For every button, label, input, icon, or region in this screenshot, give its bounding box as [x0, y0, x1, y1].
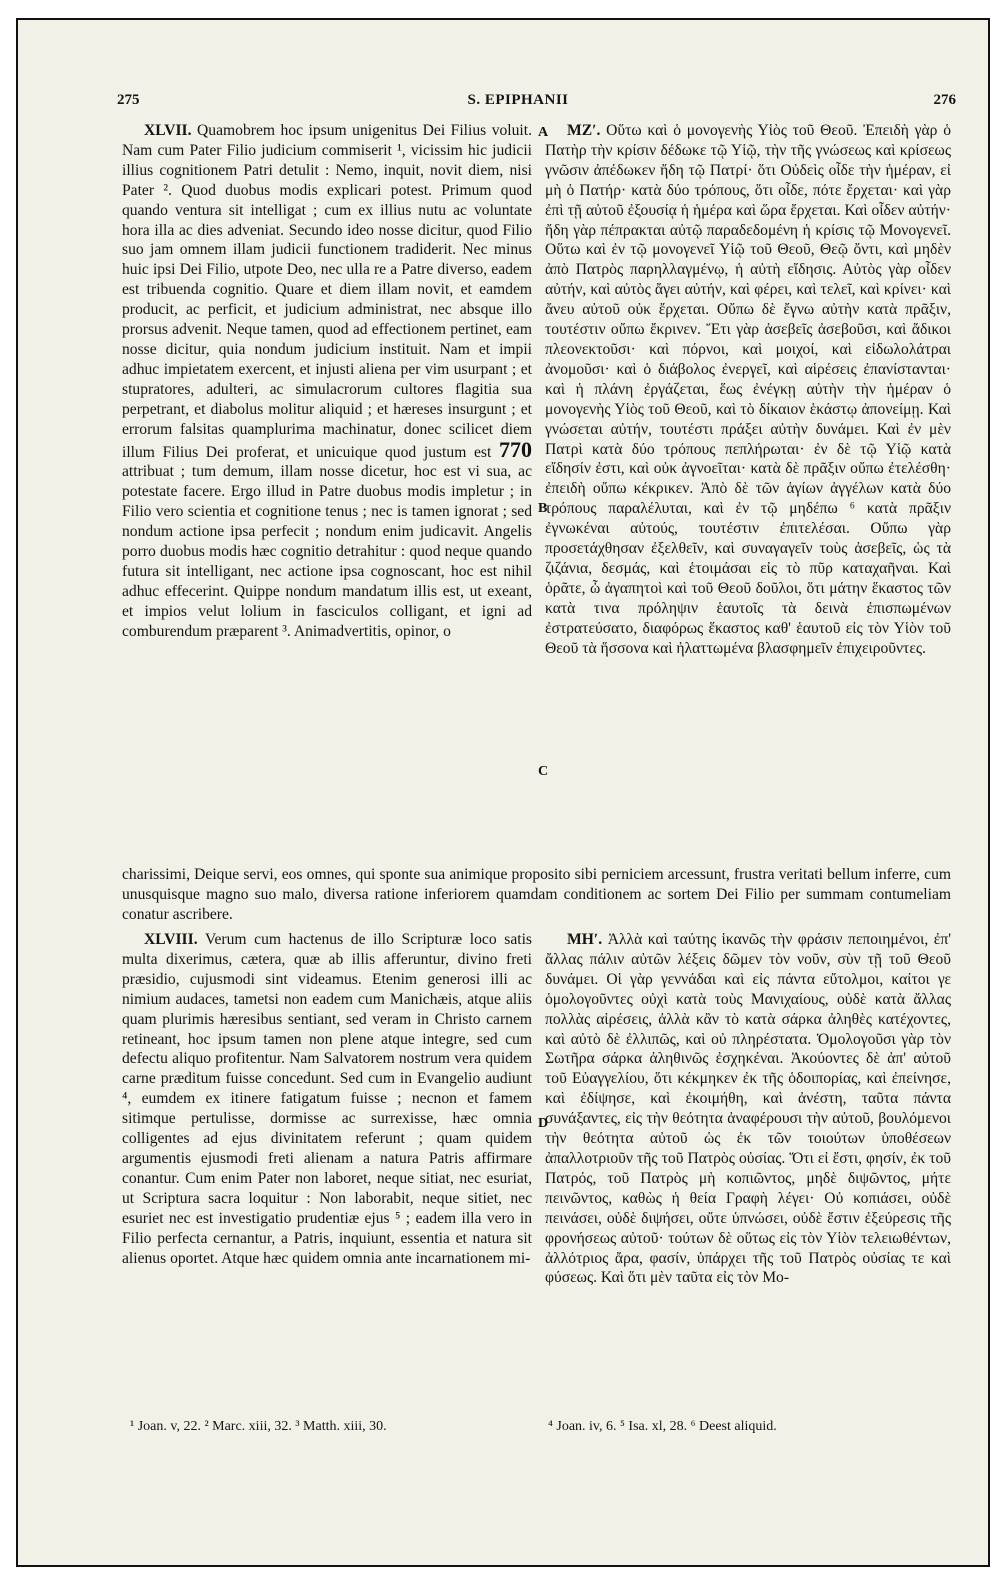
greek-paragraph: Οὕτω καὶ ὁ μονογενὴς Υἱὸς τοῦ Θεοῦ. Ἐπειδὴ γὰρ ὁ Πατὴρ τὴν κρίσιν δέδωκε τῷ Υἱῷ, τὴν τῆς γνώσεως καὶ κρίσεως γνῶσιν ἀπέδωκεν ἤδη τῷ Πατρί· ὅτι Οὐδεὶς οἶδε τὴν ἡμέραν, εἰ μὴ ὁ Πατήρ· κατὰ δύο τρόπους, ὅτι οἶδε, πότε ἔρχεται· καὶ γὰρ ἐπὶ τῇ αὐτοῦ ἐξουσίᾳ ἡ ἡμέρα καὶ ὥρα ἔρχεται. Καὶ οἶδεν αὐτήν· ἤδη γὰρ πέπρακται αὐτῷ παραδεδομένη ἡ κρίσις τῷ Μονογενεῖ. Οὕτω καὶ ἐν τῷ μονογενεῖ Υἱῷ τοῦ Θεοῦ, Θεῷ ὄντι, καὶ μηδὲν ἀπὸ Πατρὸς παρηλλαγμένῳ, ἡ αὐτὴ εἴδησις. Αὐτὸς γὰρ οἶδεν αὐτήν, καὶ αὐτὸς ἄγει αὐτήν, καὶ φέρει, καὶ τελεῖ, καὶ κρίνει· καὶ ἄνευ αὐτοῦ οὐκ ἔρχεται. Οὔπω δὲ ἔγνω αὐτὴν κατὰ πρᾶξιν, τουτέστιν οὔπω ἔκρινεν. Ἔτι γὰρ ἀσεβεῖς ἀσεβοῦσι, καὶ ἄδικοι πλεονεκτοῦσι· καὶ πόρνοι, καὶ μοιχοί, καὶ εἰδωλολάτραι ἀνομοῦσι· καὶ ὁ διάβολος ἐνεργεῖ, καὶ αἱρέσεις ἐπανίστανται· καὶ ἡ πλάνη ἐργάζεται, ἕως ἐνέγκῃ αὐτὴν τὴν ἡμέραν ὁ μονογενὴς Υἱὸς τοῦ Θεοῦ, καὶ τὸ δίκαιον ἑκάστῳ ἀπονείμῃ. Καὶ γνώσεται αὐτήν, τουτέστι πράξει αὐτὴν δυνάμει. Καὶ ἐν μὲν Πατρὶ κατὰ δύο τρόπους πεπλήρωται· ἐν δὲ τῷ Υἱῷ κατὰ εἴδησίν ἐστι, καὶ οὐκ ἀγνοεῖται· κατὰ δὲ πρᾶξιν οὔπω ἐτελέσθη· ἐπειδὴ οὔπω κέκρικεν. Ἀπὸ δὲ τῶν ἁγίων ἀγγέλων κατὰ δύο τρόπους παραλέλυται, καὶ ἐν τῷ μηδέπω ⁶ κατὰ πρᾶξιν ἐγνωκέναι αὐτούς, τουτέστιν ἐπιτελέσαι. Οὔπω γὰρ προσετάχθησαν ἐξελθεῖν, καὶ συναγαγεῖν τοὺς ἀσεβεῖς, ὡς τὰ ζιζάνια, δεσμάς, καὶ ἑτοιμάσαι εἰς τὸ πῦρ καταχαῆναι. Καὶ ὁρᾶτε, ὦ ἀγαπητοὶ καὶ τοῦ Θεοῦ δοῦλοι, ὅτι μάτην ἕκαστος τῶν κατὰ τινα πρόληψιν ἑαυτοῖς τὰ δεινὰ ἐπισπωμένων ἐστρατεύσατο, διαφόρως ἕκαστος καθ' ἑαυτοῦ εἰς τὸν Υἱὸν τοῦ Θεοῦ τὰ ἥσσονα καὶ ἠλαττωμένα βλασφημεῖν ἐπιχειροῦντες. — [545, 122, 951, 657]
footnotes-left: ¹ Joan. v, 22. ² Marc. xiii, 32. ³ Matth. xiii, 30. — [130, 1419, 387, 1434]
page-number-left: 275 — [117, 92, 140, 108]
running-header — [18, 92, 988, 116]
section-label: XLVII. — [144, 122, 192, 139]
margin-letter-d: D — [538, 1116, 549, 1131]
margin-letter-c: C — [538, 764, 549, 779]
footnotes-right: ⁴ Joan. iv, 6. ⁵ Isa. xl, 28. ⁶ Deest aliquid. — [548, 1419, 777, 1434]
latin-column-section-47 — [122, 121, 532, 642]
full-width-latin-continuation — [122, 865, 951, 925]
greek-column-section-48 — [545, 930, 951, 1288]
greek-column-section-47 — [545, 121, 951, 658]
section-label: XLVIII. — [144, 931, 198, 948]
latin-paragraph-continued: attribuat ; tum demum, illam nosse dicetur, hoc est vi sua, ac potestate facere. Ergo illud in Patre duobus modis impletur ; in Filio vero scientia et cognitione tenus ; nec is tamen ignorat ; sed nondum actione ipsa perfecit ; nondum enim judicavit. Angelis porro duobus modis hæc cognitio detrahitur : quod neque quando futura sit intelligant, nec actione ipsa cognoscant, hoc est nihil adhuc effecerint. Quippe nondum mandatum illis est, ut exeant, et impios velut lolium in fasciculos colligant, et igni ad comburendum præparent ³. Animadvertitis, opinor, o — [122, 463, 532, 640]
latin-paragraph: Verum cum hactenus de illo Scripturæ loco satis multa dixerimus, cætera, quæ ab illis afferuntur, divino freti præsidio, cujusmodi sint videamus. Etenim generosi illi ac nimium audaces, tametsi non eadem cum Manichæis, atque aliis quam plurimis hæresibus sentiant, sed veram in Christo carnem retineant, hoc ipsum tamen non plene atque integre, sed cum defectu aliquo profitentur. Nam Salvatorem nostrum vera quidem carne præditum fuisse concedunt. Sed cum in Evangelio audiunt ⁴, eumdem ex itinere fatigatum fuisse ; necnon et famem sitimque pertulisse, dormisse ac surrexisse, hæc omnia colligentes ad ejus divinitatem referunt ; quam quidem argumentis ejusmodi freti alienam a natura Patris affirmare conantur. Cum enim Pater non laboret, neque sitiat, nec esuriat, ut Scriptura sacra loquitur : Non laborabit, neque sitiet, nec esuriet nec est investigatio prudentiæ ejus ⁵ ; eadem illa vero in Filio perfecta cernantur, a Patris, inquiunt, essentia et natura sit alienus oportet. Atque hæc quidem omnia ante incarnationem mi- — [122, 931, 532, 1267]
greek-paragraph: Ἀλλὰ καὶ ταύτης ἱκανῶς τὴν φράσιν πεποιημένοι, ἐπ' ἄλλας πάλιν αὐτῶν λέξεις δῶμεν τὸν νοῦν, σὺν τῇ τοῦ Θεοῦ δυνάμει. Οἱ γὰρ γεννάδαι καὶ εἰς πάντα εὔτολμοι, καίτοι γε ὁμολογοῦντες οὐχὶ κατὰ τοὺς Μανιχαίους, οὐδὲ κατὰ ἄλλας πολλὰς αἱρέσεις, ἀλλὰ κἂν τὸ κατὰ σάρκα ἀληθὲς κατέχοντες, καὶ αὐτὸ δὲ ἐλλιπῶς, καὶ οὐ πληρέστατα. Ὁμολογοῦσι γὰρ τὸν Σωτῆρα σάρκα ἀληθινῶς ἐσχηκέναι. Ἀκούοντες δὲ ἀπ' αὐτοῦ τοῦ Εὐαγγελίου, ὅτι κέκμηκεν ἐκ τῆς ὁδοιπορίας, καὶ ἐπείνησε, καὶ ἐδίψησε, καὶ ἐκοιμήθη, καὶ ἀνέστη, ταῦτα πάντα συνάξαντες, εἰς τὴν θεότητα ἀναφέρουσι τὴν αὐτοῦ, βουλόμενοι τὴν θεότητα αὐτοῦ ὡς ἐκ τῶν τοιούτων ὑποθέσεων ἀπαλλοτριοῦν τῆς τοῦ Πατρὸς οὐσίας. Ὅτι εἰ ἔστι, φησίν, ἐκ τοῦ Πατρός, τοῦ Πατρὸς μὴ κοπιῶντος, μηδὲ διψῶντος, μήτε πεινῶντος, καθὼς ἡ θεία Γραφὴ λέγει· Οὐ κοπιάσει, οὐδὲ πεινάσει, οὐδὲ διψήσει, οὔτε ὑπνώσει, οὐδὲ ἔστιν ἐξεύρεσις τῆς φρονήσεως αὐτοῦ· τούτων δὲ οὕτως εἰς τὸν Υἱὸν τελειωθέντων, ἀλλότριος ἄρα, φασίν, ὑπάρχει τῆς τοῦ Πατρὸς οὐσίας τε καὶ φύσεως. Καὶ ὅτι μὲν ταῦτα εἰς τὸν Μο- — [545, 931, 951, 1287]
column-number: 770 — [499, 436, 533, 462]
page — [16, 18, 990, 1567]
margin-letter-a: A — [538, 125, 549, 140]
section-label: ΜΖʹ. — [567, 122, 601, 139]
page-number-right: 276 — [933, 92, 956, 108]
latin-paragraph: Quamobrem hoc ipsum unigenitus Dei Filius voluit. Nam cum Pater Filio judicium commiserit ¹, vicissim hic judicii illius cognitionem Patri detulit : Nemo, inquit, novit diem, nisi Pater ². Quod duobus modis explicari potest. Primum quod quando ventura sit intelligat ; cum ex illius nutu ac voluntate hora illa ac dies adveniat. Secundo ideo nosse dicitur, quod Filio suo jam omnem illam judicii functionem tradiderit. Nec minus huic ipsi Dei Filio, utpote Deo, nec ulla re a Patre diverso, eadem est tribuenda cognitio. Quare et diem illam novit, et eamdem producit, ac perficit, et judicium administrat, nec absque illo prorsus advenit. Neque tamen, quod ad effectionem pertinet, eam nosse dicitur, quia nondum judicium instituit. Nam et impii adhuc impietatem exercent, et injusti aliena per vim usurpant ; et stupratores, adulteri, ac simulacrorum cultores flagitia sua perpetrant, et diabolus molitur aliquid ; et hæreses insurgunt ; et errorum falsitas quamplurima machinatur, donec scilicet diem illum Filius Dei proferat, et unicuique quod justum est — [122, 122, 532, 461]
latin-paragraph-span: charissimi, Deique servi, eos omnes, qui sponte sua animique proposito sibi perniciem arcessunt, frustra veritati bellum inferre, cum unusquisque magno suo malo, diversa ratione inferiorem quamdam conditionem ac sortem Dei Filio per summam contumeliam conatur ascribere. — [122, 866, 951, 923]
section-label: ΜΗʹ. — [567, 931, 603, 948]
latin-column-section-48 — [122, 930, 532, 1268]
margin-letter-b: B — [538, 501, 548, 516]
running-title: S. EPIPHANII — [467, 92, 569, 108]
footnotes — [18, 1419, 988, 1441]
